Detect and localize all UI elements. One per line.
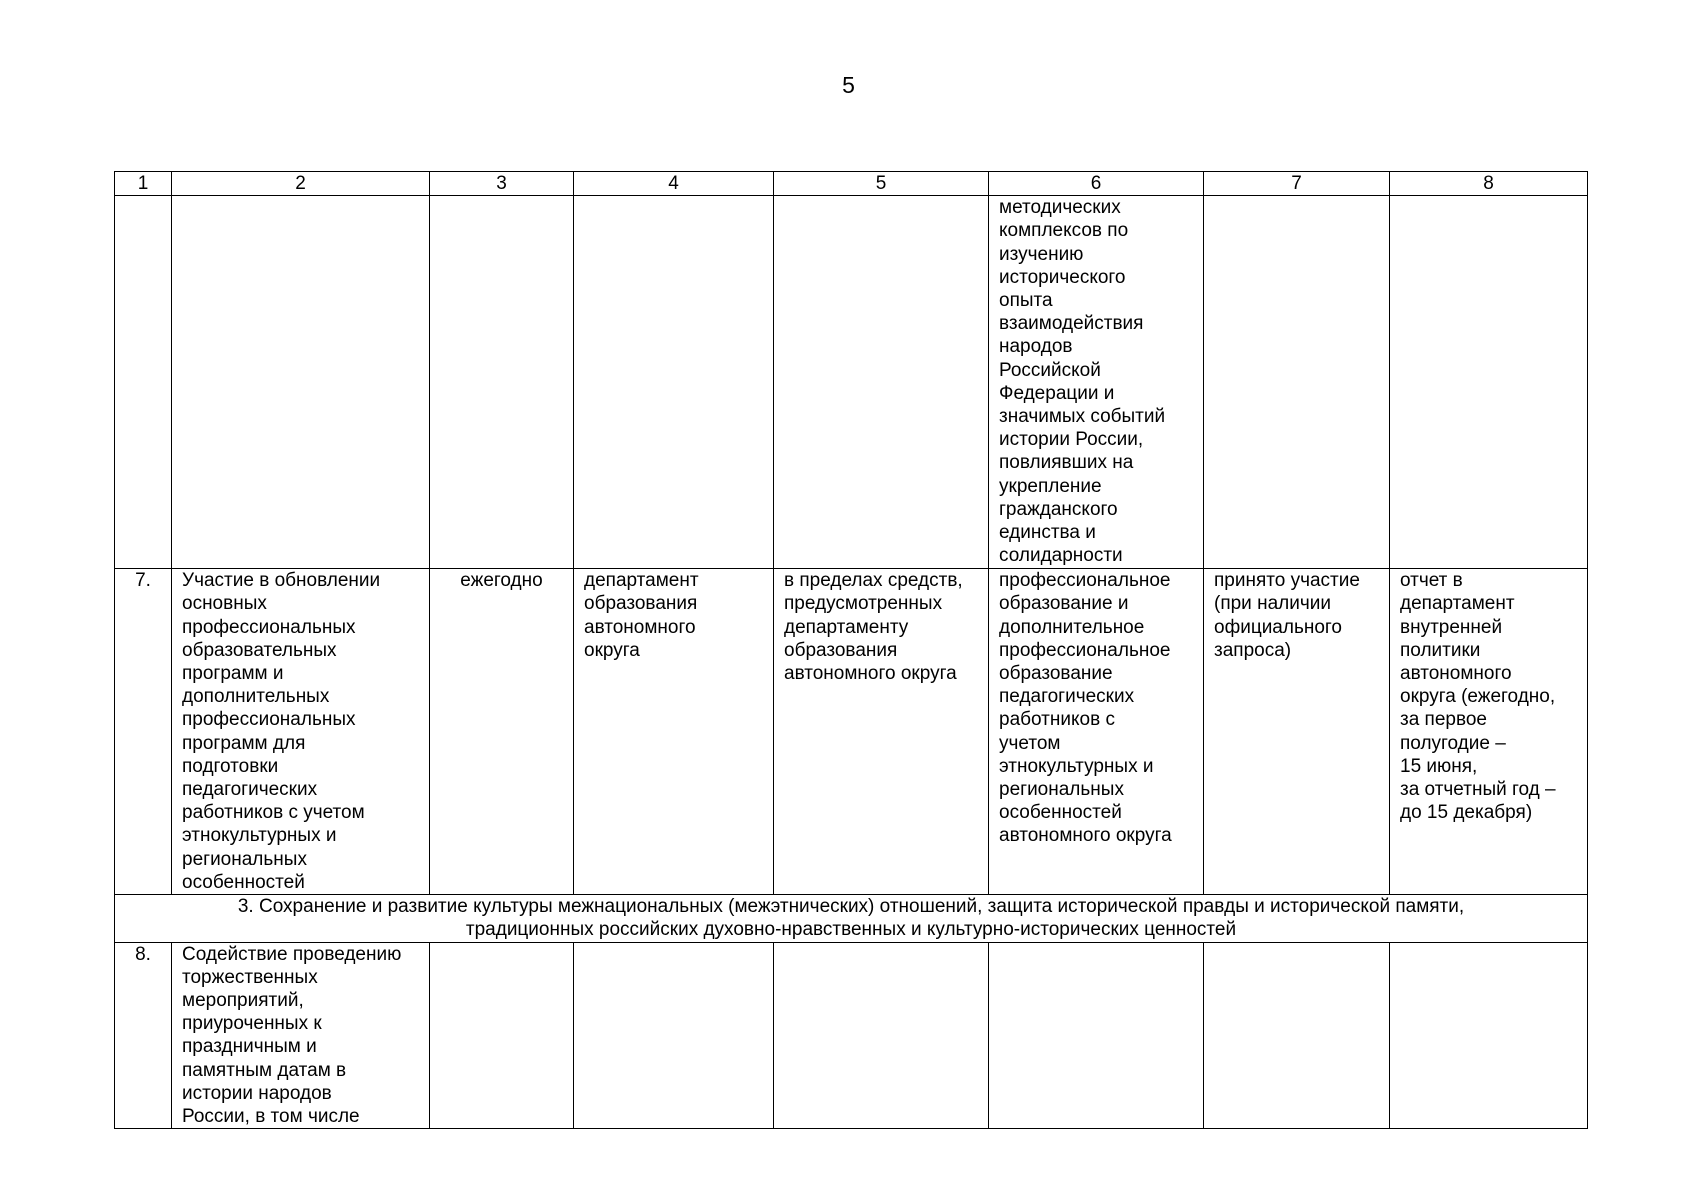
cell-result: профессиональное образование и дополнительное профессиональное образование педагогических работников с учетом этнокультурных и региональных особенностей автономного округа [989,569,1204,895]
cell-period: ежегодно [430,569,574,895]
cell-result-continuation: методических комплексов по изучению исторического опыта взаимодействия народов Российской Федерации и значимых событий истории России, повлиявших на укрепление гражданского единства и солидарности [989,196,1204,569]
cell-report: отчет в департамент внутренней политики автономного округа (ежегодно, за первое полугодие – 15 июня, за отчетный год – до 15 декабря) [1390,569,1588,895]
cell-empty [774,196,989,569]
page-number: 5 [842,72,855,98]
cell-empty [989,942,1204,1129]
cell-funding: в пределах средств, предусмотренных департаменту образования автономного округа [774,569,989,895]
table-row-continuation [115,196,1588,569]
column-number-7: 7 [1204,172,1390,196]
column-number-3: 3 [430,172,574,196]
cell-empty [574,196,774,569]
cell-row-number: 7. [115,569,172,895]
cell-activity: Участие в обновлении основных профессиональных образовательных программ и дополнительных профессиональных программ для подготовки педагогических работников с учетом этнокультурных и региональных особенностей [172,569,430,895]
column-number-8: 8 [1390,172,1588,196]
table-row-7 [115,569,1588,895]
cell-empty [1390,196,1588,569]
column-number-6: 6 [989,172,1204,196]
column-number-5: 5 [774,172,989,196]
cell-activity: Содействие проведению торжественных мероприятий, приуроченных к праздничным и памятным датам в истории народов России, в том числе [172,942,430,1129]
cell-empty [1390,942,1588,1129]
cell-empty [430,942,574,1129]
cell-empty [1204,942,1390,1129]
section-heading: 3. Сохранение и развитие культуры межнациональных (межэтнических) отношений, защита исторической правды и исторической памяти, традиционных российских духовно-нравственных и культурно-исторических ценностей [115,895,1588,942]
column-number-4: 4 [574,172,774,196]
column-number-1: 1 [115,172,172,196]
cell-responsible: департамент образования автономного округа [574,569,774,895]
cell-empty [172,196,430,569]
activity-plan-table [114,171,1588,1129]
cell-empty [774,942,989,1129]
cell-empty [430,196,574,569]
table-row-8 [115,942,1588,1129]
column-number-2: 2 [172,172,430,196]
cell-row-number: 8. [115,942,172,1129]
cell-empty [574,942,774,1129]
cell-empty [115,196,172,569]
cell-empty [1204,196,1390,569]
table-header-row [115,172,1588,196]
section-heading-row [115,895,1588,942]
cell-indicator: принято участие (при наличии официального запроса) [1204,569,1390,895]
